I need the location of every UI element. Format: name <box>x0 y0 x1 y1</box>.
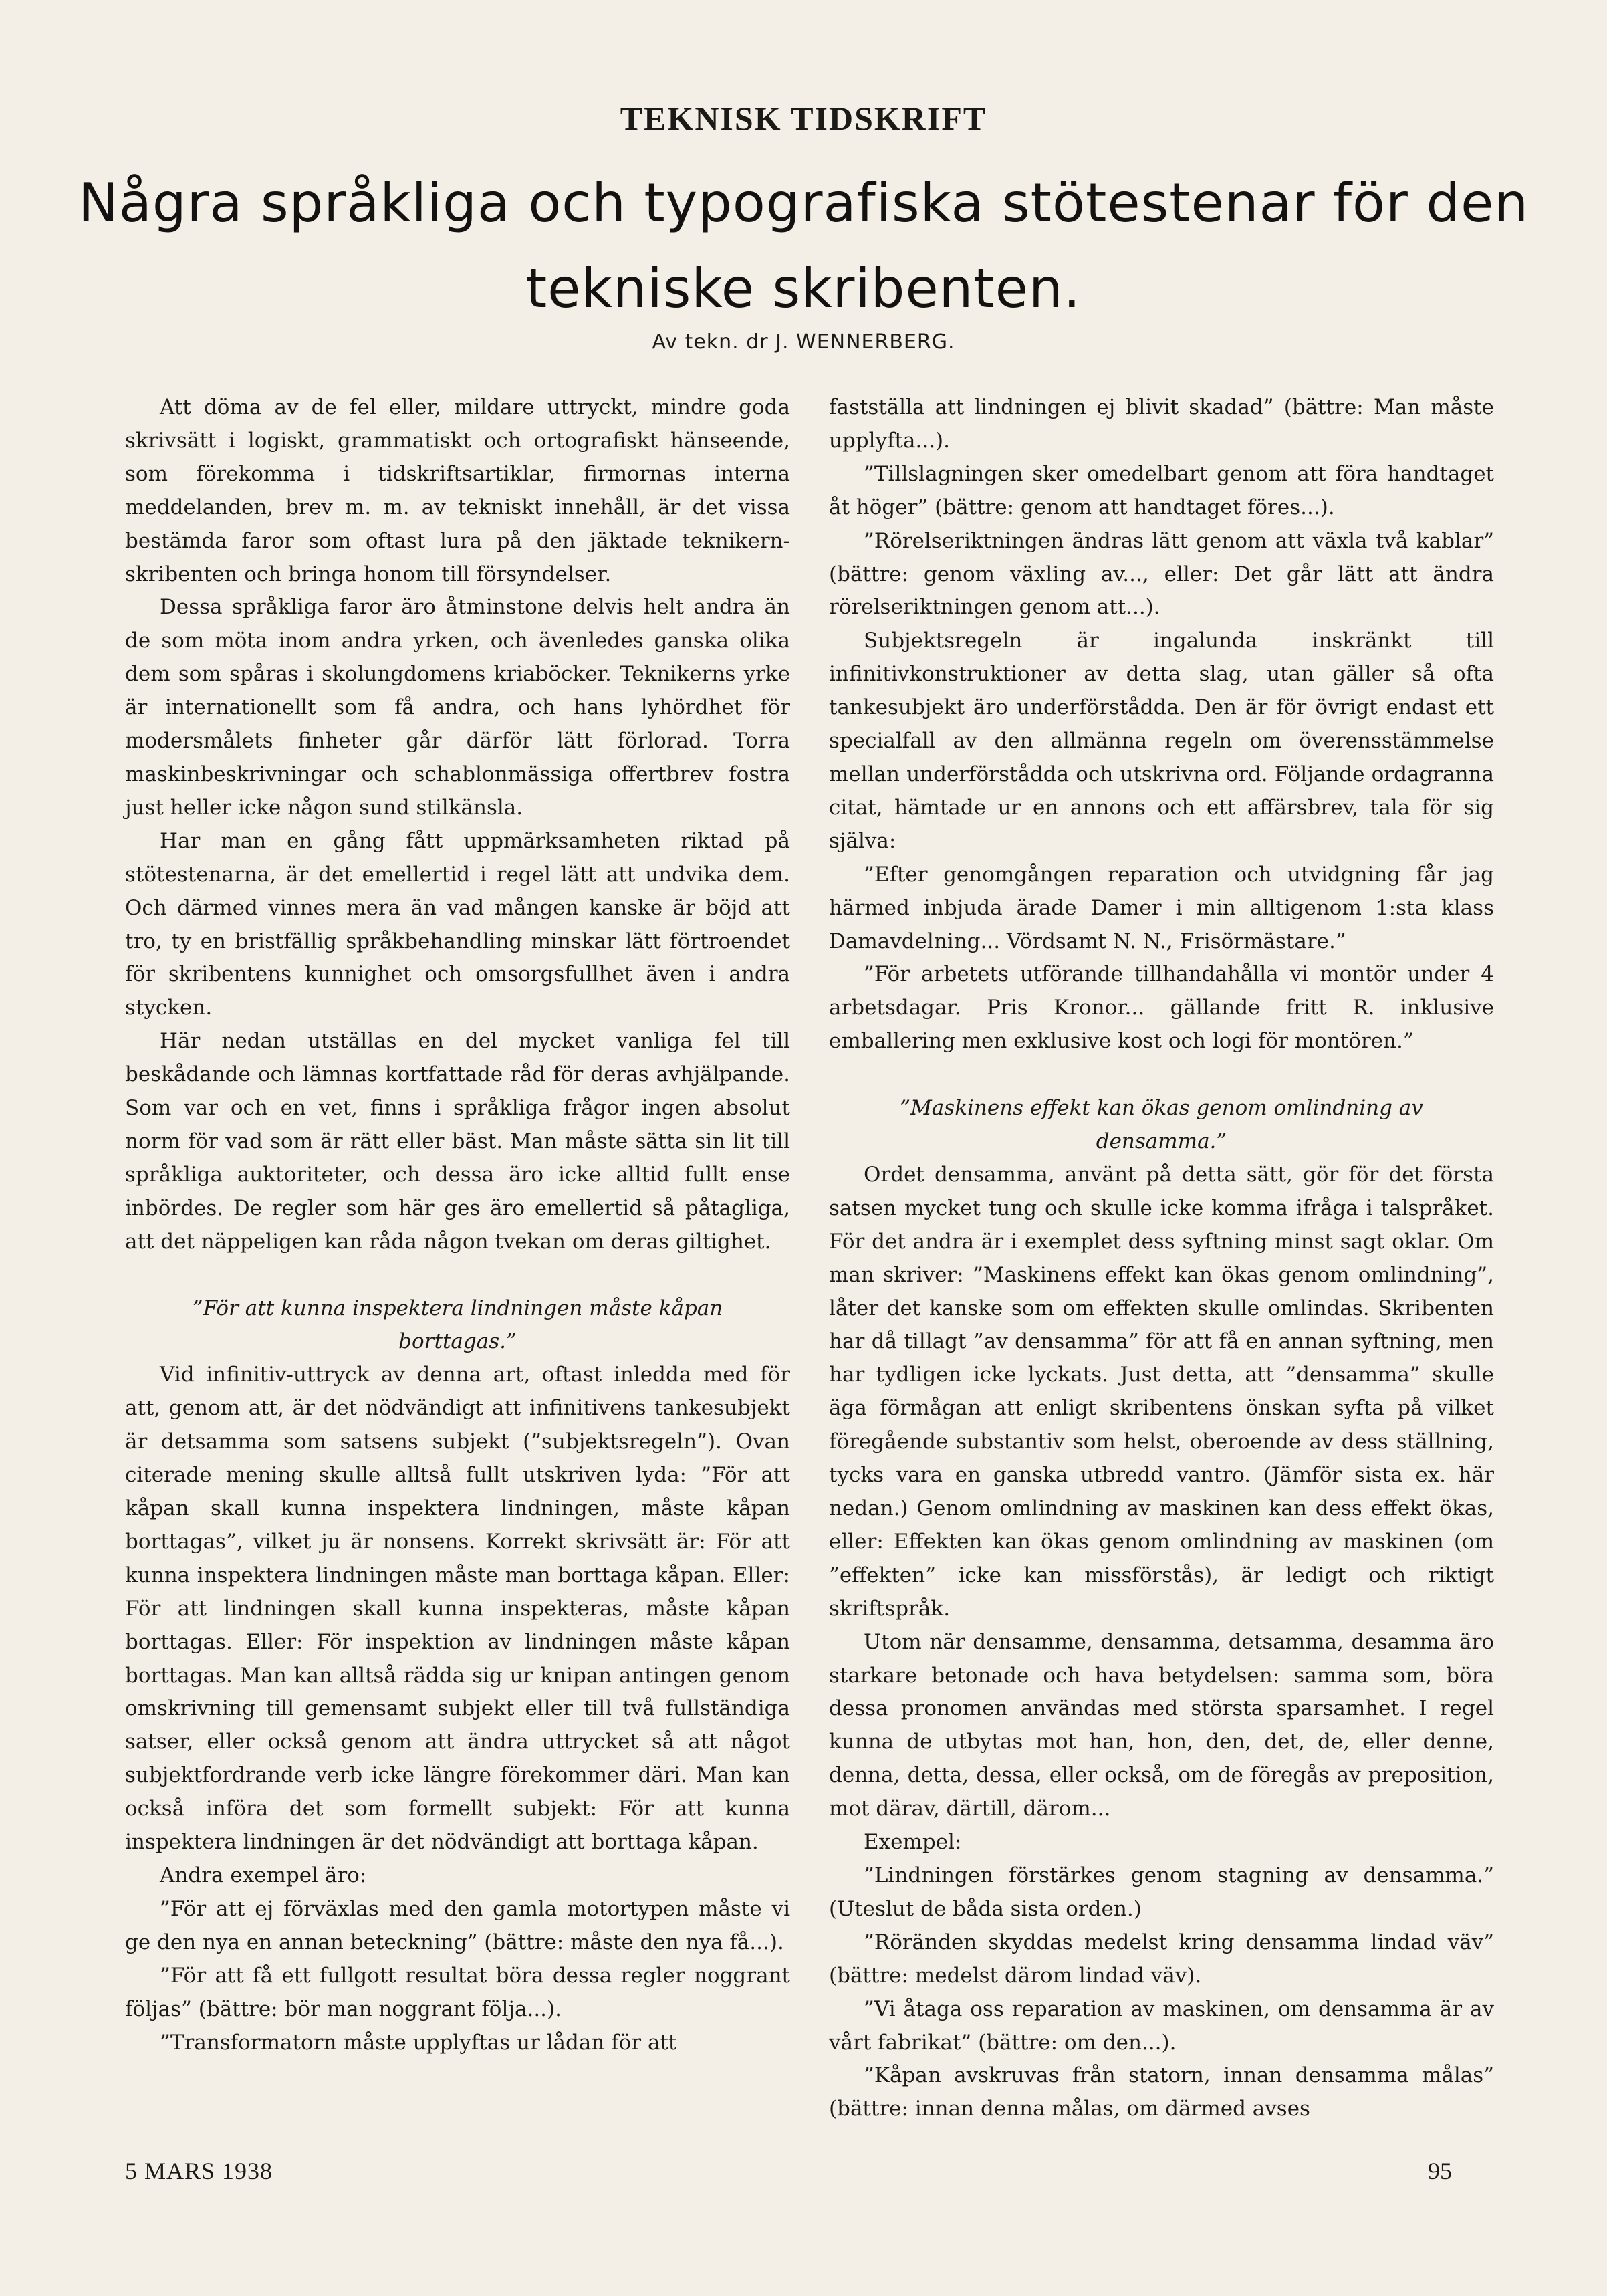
paragraph: Ordet densamma, använt på detta sätt, gör för det första satsen mycket tung och skulle icke komma ifråga i talspråket. För det andra är i exemplet dess syftning minst sagt oklar. Om man skriver: ”Maskinens effekt kan ökas genom omlindning”, låter det kanske som om effekten skulle omlindas. Skribenten har då tillagt ”av densamma” för att få en annan syftning, men har tydligen icke lyckats. Just detta, att ”densamma” skulle äga förmågan att enligt skribentens önskan syfta på vilket föregående substantiv som helst, oberoende av dess ställning, tycks vara en ganska utbredd vantro. (Jämför sista ex. här nedan.) Genom omlindning av maskinen kan dess effekt ökas, eller: Effekten kan ökas genom omlindning av maskinen (om ”effekten” icke kan missförstås), är ledigt och riktigt skriftspråk. <box>829 1162 1494 1621</box>
paragraph: ”För att få ett fullgott resultat böra dessa regler noggrant följas” (bättre: bör man noggrant följa...). <box>125 1963 790 2021</box>
paragraph: Har man en gång fått uppmärksamheten riktad på stötestenarna, är det emellertid i regel lätt att undvika dem. Och därmed vinnes mera än vad mången kanske är böjd att tro, ty en bristfällig språkbehandling minskar lätt förtroendet för skribentens kunnighet och omsorgsfullhet även i andra stycken. <box>125 828 790 1020</box>
section-heading: ”För att kunna inspektera lindningen måste kåpan borttagas.” <box>192 1296 723 1354</box>
paragraph: ”För att ej förväxlas med den gamla motortypen måste vi ge den nya en annan beteckning” (bättre: måste den nya få...). <box>125 1896 790 1954</box>
paragraph: ”Efter genomgången reparation och utvidgning får jag härmed inbjuda ärade Damer i min alltigenom 1:sta klass Damavdelning... Vördsamt N. N., Frisörmästare.” <box>829 862 1494 953</box>
paragraph: ”Tillslagningen sker omedelbart genom att föra handtaget åt höger” (bättre: genom att handtaget föres...). <box>829 461 1494 520</box>
right-column <box>829 391 1494 2126</box>
article-title: Några språkliga och typografiska stötestenar för den tekniske skribenten. <box>78 172 1529 320</box>
paragraph: Utom när densamme, densamma, detsamma, desamma äro starkare betonade och hava betydelsen: samma som, böra dessa pronomen användas med största sparsamhet. I regel kunna de utbytas mot han, hon, den, det, de, eller denne, denna, detta, dessa, eller också, om de föregås av preposition, mot därav, därtill, därom... <box>829 1629 1494 1821</box>
paragraph: Subjektsregeln är ingalunda inskränkt till infinitivkonstruktioner av detta slag, utan gäller så ofta tankesubjekt äro underförstådda. Den är för övrigt endast ett specialfall av den allmänna regeln om överensstämmelse mellan underförstådda och utskrivna ord. Följande ordagranna citat, hämtade ur en annons och ett affärsbrev, tala för sig själva: <box>829 628 1494 853</box>
paragraph: Dessa språkliga faror äro åtminstone delvis helt andra än de som möta inom andra yrken, och ävenledes ganska olika dem som spåras i skolungdomens kriaböcker. Teknikerns yrke är internationellt som få andra, och hans lyhördhet för modersmålets finheter går därför lätt förlorad. Torra maskinbeskrivningar och schablonmässiga offertbrev fostra just heller icke någon sund stilkänsla. <box>125 595 790 820</box>
paragraph: ”För arbetets utförande tillhandahålla vi montör under 4 arbetsdagar. Pris Kronor... gällande fritt R. inklusive emballering men exklusive kost och logi för montören.” <box>829 962 1494 1054</box>
paragraph: Vid infinitiv-uttryck av denna art, oftast inledda med för att, genom att, är det nödvändigt att infinitivens tankesubjekt är detsamma som satsens subjekt (”subjektsregeln”). Ovan citerade mening skulle alltså fullt utskriven lyda: ”För att kåpan skall kunna inspektera lindningen, måste kåpan borttagas”, vilket ju är nonsens. Korrekt skrivsätt är: För att kunna inspektera lindningen måste man borttaga kåpan. Eller: För att lindningen skall kunna inspekteras, måste kåpan borttagas. Eller: För inspektion av lindningen måste kåpan borttagas. Man kan alltså rädda sig ur knipan antingen genom omskrivning till gemensamt subjekt eller till två fullständiga satser, eller också genom att ändra uttrycket så att något subjektfordrande verb icke längre förekommer däri. Man kan också införa det som formellt subjekt: För att kunna inspektera lindningen är det nödvändigt att borttaga kåpan. <box>125 1363 790 1855</box>
paragraph: ”Transformatorn måste upplyftas ur lådan för att <box>160 2030 677 2055</box>
paragraph: ”Lindningen förstärkes genom stagning av densamma.” (Uteslut de båda sista orden.) <box>829 1863 1494 1921</box>
paragraph: Här nedan utställas en del mycket vanliga fel till beskådande och lämnas kortfattade råd för deras avhjälpande. Som var och en vet, finns i språkliga frågor ingen absolut norm för vad som är rätt eller bäst. Man måste sätta sin lit till språkliga auktoriteter, och dessa äro icke alltid fullt ense inbördes. De regler som här ges äro emellertid så påtagliga, att det näppeligen kan råda någon tvekan om deras giltighet. <box>125 1029 790 1254</box>
paragraph: fastställa att lindningen ej blivit skadad” (bättre: Man måste upplyfta...). <box>829 395 1494 453</box>
paragraph: ”Röränden skyddas medelst kring densamma lindad väv” (bättre: medelst därom lindad väv). <box>829 1930 1494 1988</box>
paragraph: Att döma av de fel eller, mildare uttryckt, mindre goda skrivsätt i logiskt, grammatiskt och ortografiskt hänseende, som förekomma i tidskriftsartiklar, firmornas interna meddelanden, brev m. m. av tekniskt innehåll, är det vissa bestämda faror som oftast lura på den jäktade teknikern-skribenten och bringa honom till försyndelser. <box>125 395 790 586</box>
paragraph: Andra exempel äro: <box>160 1863 367 1887</box>
byline: Av tekn. dr J. WENNERBERG. <box>652 330 955 354</box>
section-heading: ”Maskinens effekt kan ökas genom omlindning av densamma.” <box>900 1096 1423 1154</box>
masthead: TEKNISK TIDSKRIFT <box>620 100 987 137</box>
paragraph: ”Rörelseriktningen ändras lätt genom att växla två kablar” (bättre: genom växling av..., eller: Det går lätt att ändra rörelseriktningen genom att...). <box>829 528 1494 620</box>
left-column <box>125 391 790 2059</box>
paragraph: Exempel: <box>864 1830 962 1855</box>
issue-date: 5 MARS 1938 <box>125 2158 273 2184</box>
paragraph: ”Vi åtaga oss reparation av maskinen, om densamma är av vårt fabrikat” (bättre: om den...). <box>829 1996 1494 2055</box>
page-number: 95 <box>1428 2158 1452 2184</box>
paragraph: ”Kåpan avskruvas från statorn, innan densamma målas” (bättre: innan denna målas, om därmed avses <box>829 2063 1494 2121</box>
